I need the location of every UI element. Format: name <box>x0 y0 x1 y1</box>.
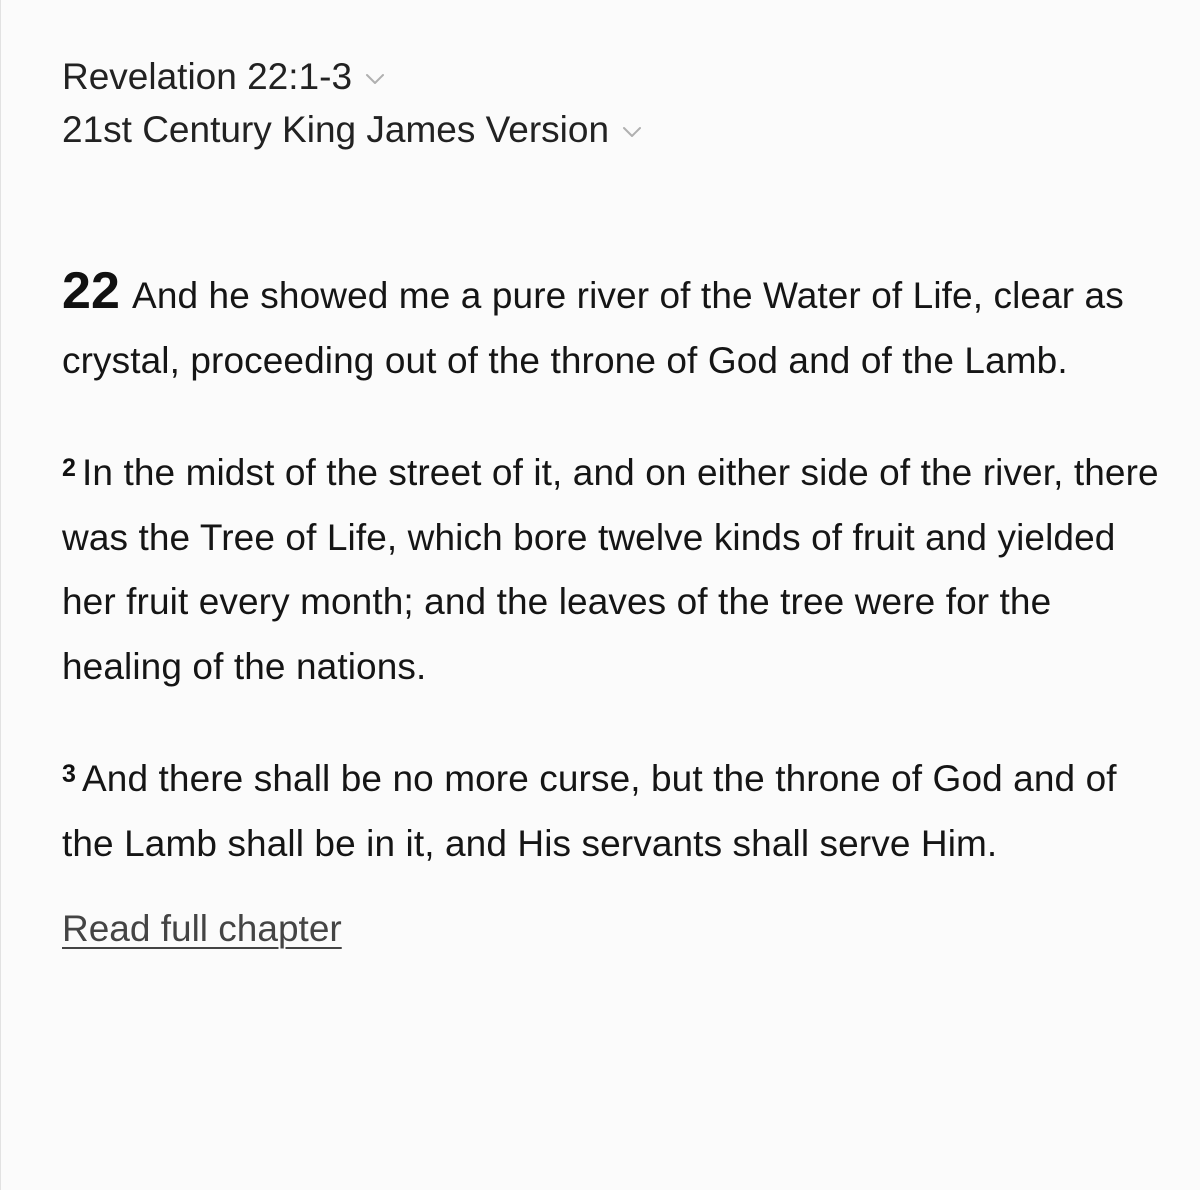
version-name: 21st Century King James Version <box>62 109 610 150</box>
passage-reference: Revelation 22:1-3 <box>62 56 353 97</box>
chevron-down-icon[interactable] <box>364 68 386 90</box>
passage-text <box>62 264 1160 876</box>
verse-1 <box>62 264 1160 393</box>
verse-number: 3 <box>62 760 77 788</box>
verse-2 <box>62 441 1160 699</box>
version-picker[interactable] <box>62 103 643 156</box>
chapter-number: 22 <box>62 262 121 320</box>
verse-text: In the midst of the street of it, and on either side of the river, there was the Tree of Life, which bore twelve kinds of fruit and yielded her fruit every month; and the leaves of the tree were for the healing of the nations. <box>62 452 1159 687</box>
passage-reference-picker[interactable] <box>62 50 386 103</box>
read-full-chapter-link[interactable]: Read full chapter <box>62 908 342 949</box>
verse-number: 2 <box>62 454 77 482</box>
chevron-down-icon[interactable] <box>621 121 643 143</box>
verse-3 <box>62 747 1160 876</box>
verse-text: And there shall be no more curse, but the throne of God and of the Lamb shall be in it, and His servants shall serve Him. <box>62 758 1117 864</box>
verse-text: And he showed me a pure river of the Water of Life, clear as crystal, proceeding out of the throne of God and of the Lamb. <box>62 275 1124 381</box>
